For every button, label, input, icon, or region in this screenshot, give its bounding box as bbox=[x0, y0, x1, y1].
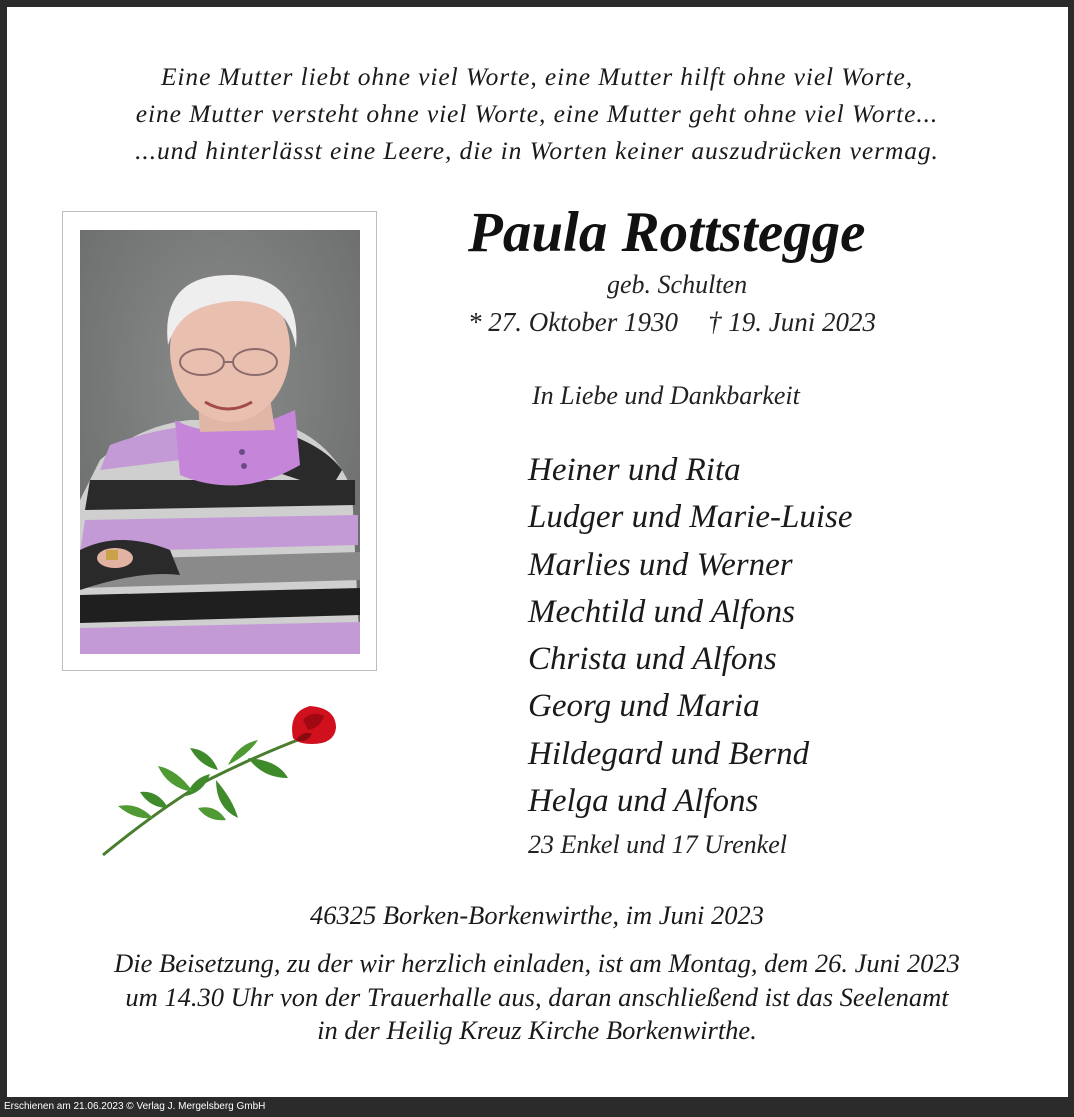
funeral-line: Die Beisetzung, zu der wir herzlich einladen, ist am Montag, dem 26. Juni 2023 bbox=[114, 948, 960, 978]
death-date: † 19. Juni 2023 bbox=[707, 307, 876, 337]
mourners-list bbox=[528, 447, 853, 825]
mourner-item: Marlies und Werner bbox=[528, 546, 793, 583]
grandchildren-note: 23 Enkel und 17 Urenkel bbox=[528, 830, 787, 859]
publication-footer: Erschienen am 21.06.2023 © Verlag J. Mergelsberg GmbH bbox=[4, 1101, 266, 1112]
mourner-item: Mechtild und Alfons bbox=[528, 593, 796, 630]
portrait-illustration bbox=[80, 230, 360, 654]
funeral-line: in der Heilig Kreuz Kirche Borkenwirthe. bbox=[317, 1015, 757, 1045]
quote-line: ...und hinterlässt eine Leere, die in Worten keiner auszudrücken vermag. bbox=[135, 136, 939, 165]
mourner-item: Christa und Alfons bbox=[528, 641, 777, 678]
mourner-item: Heiner und Rita bbox=[528, 452, 741, 488]
mourner-item: Hildegard und Bernd bbox=[528, 735, 810, 772]
funeral-notice bbox=[0, 947, 1074, 1048]
mourner-item: Ludger und Marie-Luise bbox=[528, 499, 853, 536]
red-rose-icon bbox=[98, 700, 343, 865]
quote-line: Eine Mutter liebt ohne viel Worte, eine Mutter hilft ohne viel Worte, bbox=[160, 62, 914, 91]
deceased-name: Paula Rottstegge bbox=[468, 201, 866, 264]
mourner-item: Georg und Maria bbox=[528, 688, 760, 725]
maiden-name: geb. Schulten bbox=[607, 270, 748, 299]
portrait-photo bbox=[80, 230, 360, 654]
funeral-line: um 14.30 Uhr von der Trauerhalle aus, daran anschließend ist das Seelenamt bbox=[125, 981, 949, 1012]
mourner-item: Helga und Alfons bbox=[528, 783, 759, 820]
life-dates bbox=[468, 307, 876, 338]
dedication: In Liebe und Dankbarkeit bbox=[532, 381, 800, 410]
place-date: 46325 Borken-Borkenwirthe, im Juni 2023 bbox=[309, 900, 765, 930]
quote-line: eine Mutter versteht ohne viel Worte, eine Mutter geht ohne viel Worte... bbox=[135, 99, 939, 128]
birth-date: * 27. Oktober 1930 bbox=[468, 307, 678, 337]
opening-quote bbox=[0, 58, 1074, 169]
